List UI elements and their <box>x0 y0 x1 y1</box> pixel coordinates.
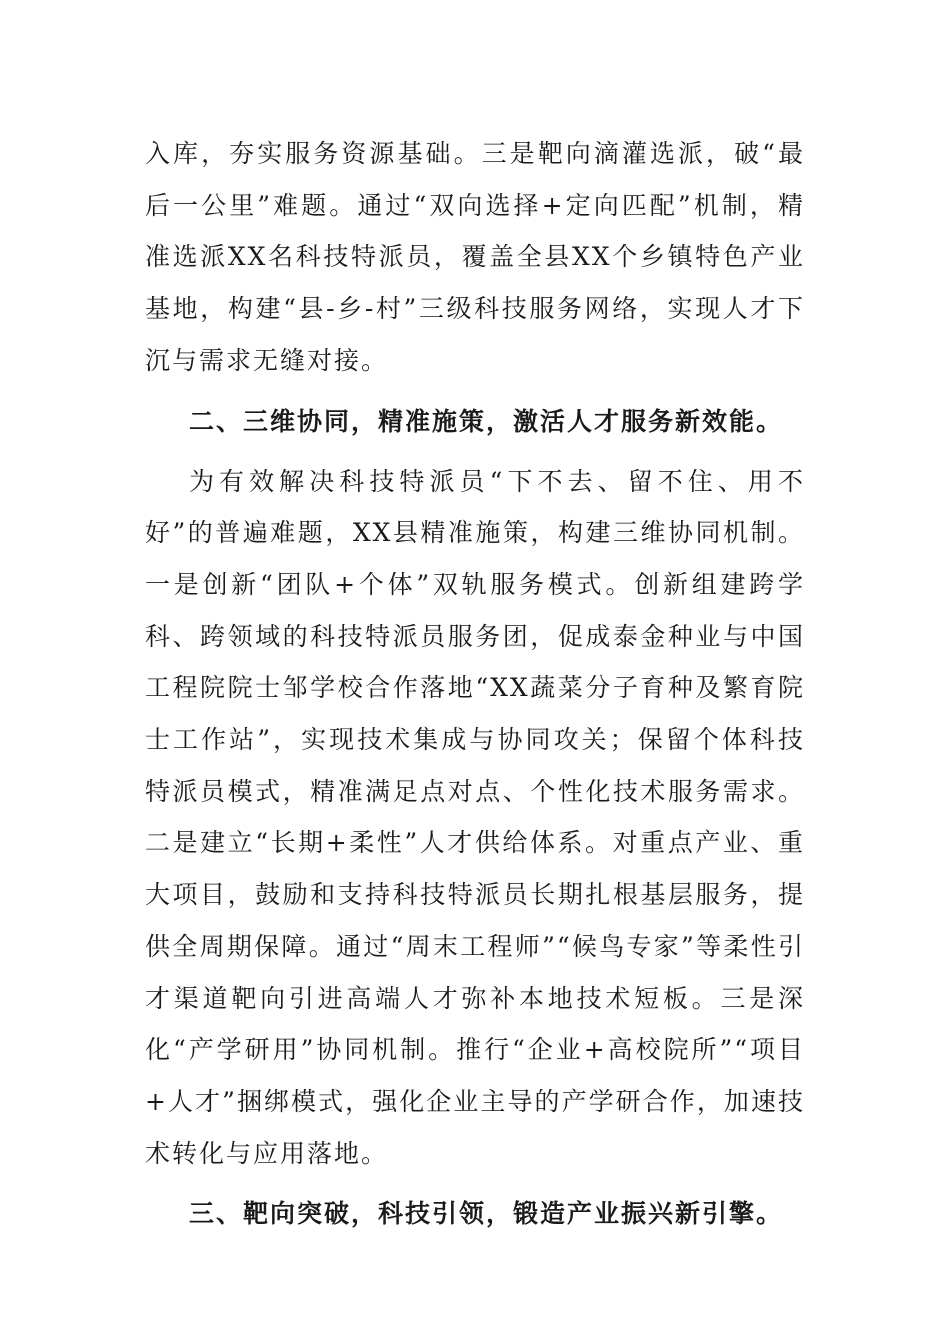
section-heading-3: 三、靶向突破，科技引领，锻造产业振兴新引擎。 <box>189 1199 784 1229</box>
paragraph-section-2: 为有效解决科技特派员“下不去、留不住、用不好”的普遍难题，XX县精准施策，构建三维协同机制。一是创新“团队+个体”双轨服务模式。创新组建跨学科、跨领域的科技特派员服务团，促成泰金种业与中国工程院院士邹学校合作落地“XX蔬菜分子育种及繁育院士工作站”，实现技术集成与协同攻关；保留个体科技特派员模式，精准满足点对点、个性化技术服务需求。二是建立“长期+柔性”人才供给体系。对重点产业、重大项目，鼓励和支持科技特派员长期扎根基层服务，提供全周期保障。通过“周末工程师”“候鸟专家”等柔性引才渠道靶向引进高端人才弥补本地技术短板。三是深化“产学研用”协同机制。推行“企业+高校院所”“项目+人才”捆绑模式，强化企业主导的产学研合作，加速技术转化与应用落地。 <box>145 466 805 1168</box>
section-heading-2: 二、三维协同，精准施策，激活人才服务新效能。 <box>189 406 784 436</box>
paragraph-continued: 入库，夯实服务资源基础。三是靶向滴灌选派，破“最后一公里”难题。通过“双向选择+定向匹配”机制，精准选派XX名科技特派员，覆盖全县XX个乡镇特色产业基地，构建“县-乡-村”三级科技服务网络，实现人才下沉与需求无缝对接。 <box>145 139 805 375</box>
document-body <box>145 128 805 1240</box>
